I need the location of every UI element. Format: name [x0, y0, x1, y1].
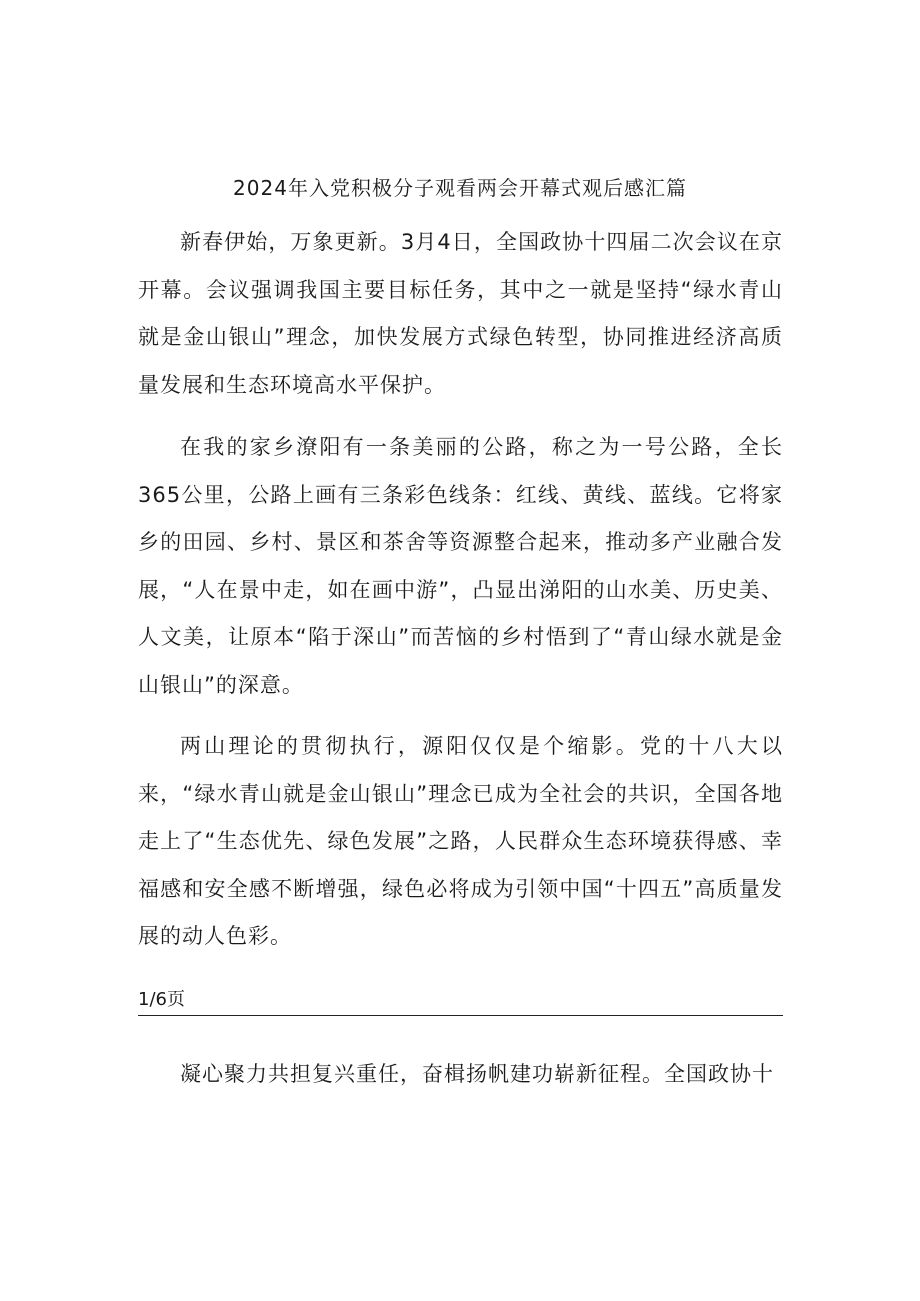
paragraph-3: 两山理论的贯彻执行，源阳仅仅是个缩影。党的十八大以来，“绿水青山就是金山银山”理念已成为全社会的共识，全国各地走上了“生态优先、绿色发展”之路，人民群众生态环境获得感、幸福感和安全感不断增强，绿色必将成为引领中国“十四五”高质量发展的动人色彩。: [138, 734, 783, 948]
paragraph-4: 凝心聚力共担复兴重任，奋楫扬帆建功崭新征程。全国政协十: [180, 1062, 774, 1086]
paragraph-1: 新春伊始，万象更新。3月4日，全国政协十四届二次会议在京开幕。会议强调我国主要目标任务，其中之一就是坚持“绿水青山就是金山银山”理念，加快发展方式绿色转型，协同推进经济高质量发展和生态环境高水平保护。: [138, 230, 783, 397]
document-title: 2024年入党积极分子观看两会开幕式观后感汇篇: [233, 176, 687, 200]
page-number-footer: [138, 985, 783, 1016]
page-number-label: 1/6页: [138, 989, 185, 1010]
paragraph-2: 在我的家乡潦阳有一条美丽的公路，称之为一号公路，全长365公里，公路上画有三条彩色线条：红线、黄线、蓝线。它将家乡的田园、乡村、景区和茶舍等资源整合起来，推动多产业融合发展，“人在景中走，如在画中游”，凸显出涕阳的山水美、历史美、人文美，让原本“陷于深山”而苦恼的乡村悟到了“青山绿水就是金山银山”的深意。: [138, 435, 783, 697]
